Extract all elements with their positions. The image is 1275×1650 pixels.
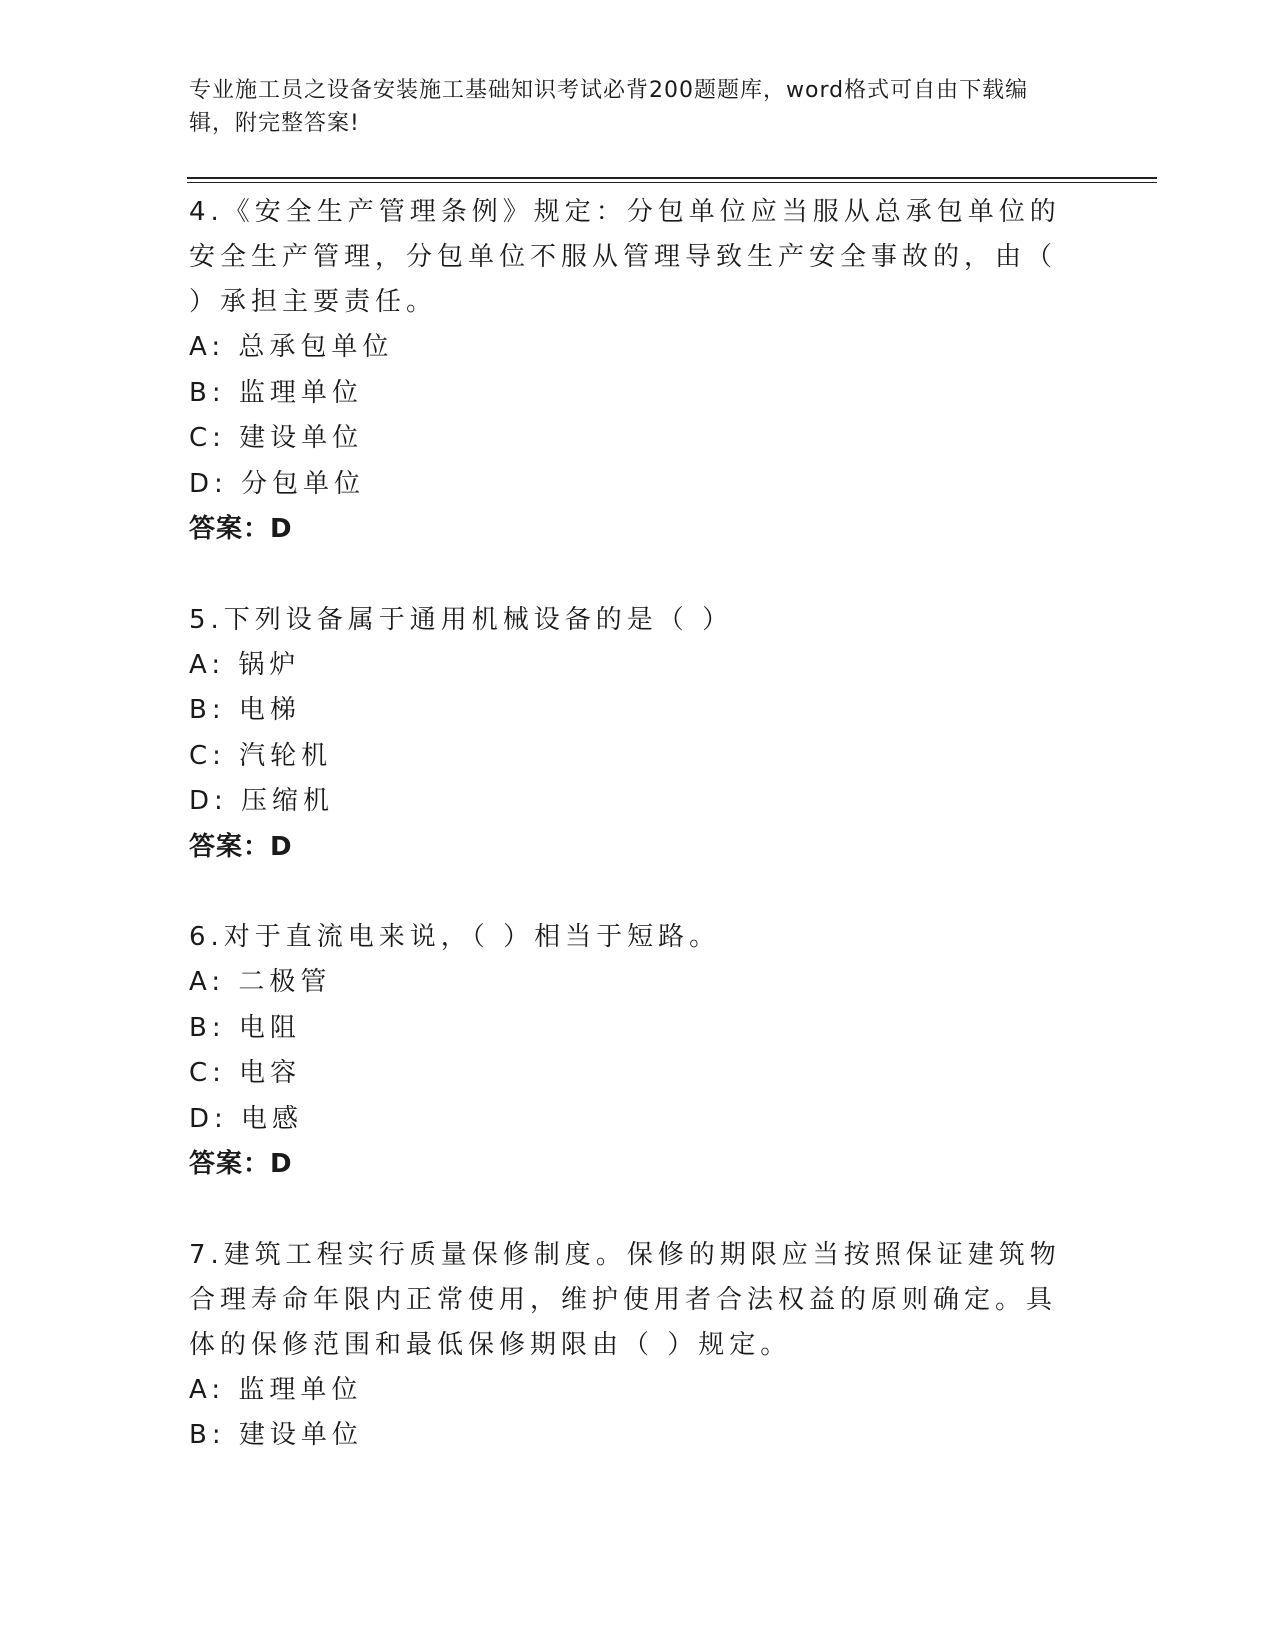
- answer-label: 答案：D: [189, 1149, 293, 1179]
- question-6: [189, 915, 1079, 1188]
- option-d: D: 分包单位: [189, 468, 366, 499]
- option-a: A: 锅炉: [189, 649, 301, 680]
- option-c: C: 汽轮机: [189, 740, 333, 771]
- option-a: A: 监理单位: [189, 1374, 363, 1405]
- header-divider-thin: [187, 182, 1157, 183]
- question-text: 6.对于直流电来说，（ ）相当于短路。: [189, 922, 721, 952]
- answer-label: 答案：D: [189, 831, 293, 862]
- question-text: 5.下列设备属于通用机械设备的是（ ）: [189, 604, 734, 635]
- question-7: [189, 1233, 1079, 1459]
- option-c: C: 建设单位: [189, 423, 364, 453]
- option-c: C: 电容: [189, 1058, 302, 1088]
- question-5: [189, 598, 1079, 871]
- option-a: A: 二极管: [189, 967, 332, 997]
- option-b: B: 电阻: [189, 1012, 301, 1043]
- header-title: 专业施工员之设备安装施工基础知识考试必背200题题库，word格式可自由下载编辑，附完整答案!: [189, 78, 1029, 136]
- header-divider-thick: [187, 177, 1157, 179]
- option-d: D: 电感: [189, 1103, 304, 1134]
- option-a: A: 总承包单位: [189, 332, 394, 362]
- answer-label: 答案：D: [189, 514, 293, 544]
- question-text: 7.建筑工程实行质量保修制度。保修的期限应当按照保证建筑物合理寿命年限内正常使用，维护使用者合法权益的原则确定。具体的保修范围和最低保修期限由（ ）规定。: [189, 1239, 1061, 1360]
- option-d: D: 压缩机: [189, 786, 335, 816]
- option-b: B: 建设单位: [189, 1420, 363, 1450]
- question-4: [189, 190, 1079, 553]
- document-header: [189, 74, 1069, 140]
- question-text: 4.《安全生产管理条例》规定：分包单位应当服从总承包单位的安全生产管理，分包单位不服从管理导致生产安全事故的，由（ ）承担主要责任。: [189, 197, 1061, 317]
- question-list: [189, 190, 1079, 1504]
- option-b: B: 电梯: [189, 695, 301, 725]
- option-b: B: 监理单位: [189, 377, 363, 408]
